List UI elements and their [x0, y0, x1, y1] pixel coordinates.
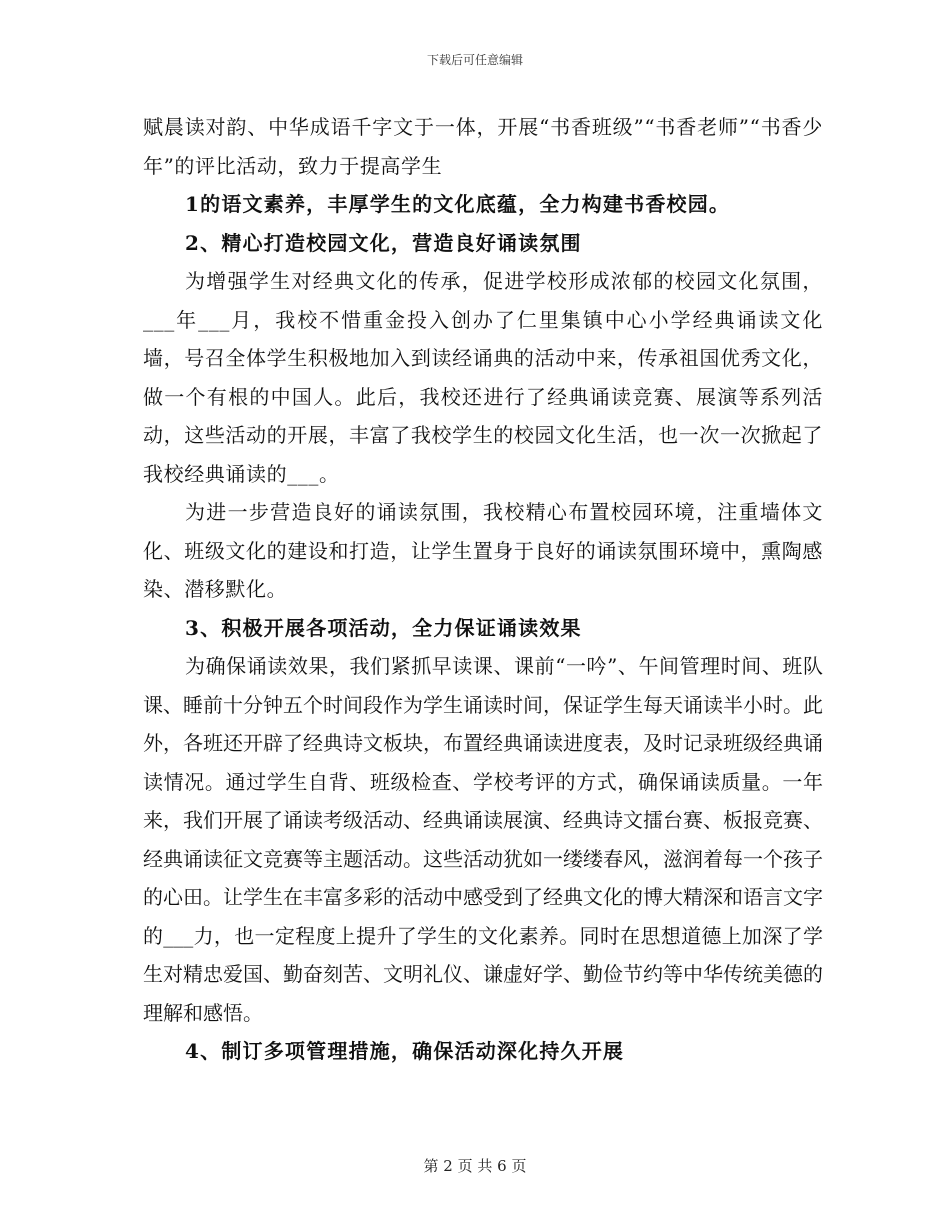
paragraph-continued: 赋晨读对韵、中华成语千字文于一体，开展“书香班级”“书香老师”“书香少年”的评比活动，致力于提高学生	[143, 115, 823, 178]
section-heading-2: 2、精心打造校园文化，营造良好诵读氛围	[185, 230, 582, 255]
page-number: 第 2 页 共 6 页	[423, 1157, 527, 1175]
page-header: 下载后可任意编辑	[426, 53, 523, 67]
section-heading-4: 4、制订多项管理措施，确保活动深化持久开展	[185, 1039, 625, 1063]
paragraph-language-literacy: 1的语文素养，丰厚学生的文化底蕴，全力构建书香校园。	[185, 192, 731, 216]
document-body	[143, 108, 823, 1071]
paragraph-reading-activities: 为确保诵读效果，我们紧抓早读课、课前“一吟”、午间管理时间、班队课、睡前十分钟五个时间段作为学生诵读时间，保证学生每天诵读半小时。此外，各班还开辟了经典诗文板块，布置经典诵读进度表，及时记录班级经典诵读情况。通过学生自背、班级检查、学校考评的方式，确保诵读质量。一年来，我们开展了诵读考级活动、经典诵读展演、经典诗文擂台赛、板报竞赛、经典诵读征文竞赛等主题活动。这些活动犹如一缕缕春风，滋润着每一个孩子的心田。让学生在丰富多彩的活动中感受到了经典文化的博大精深和语言文字的___力，也一定程度上提升了学生的文化素养。同时在思想道德上加深了学生对精忠爱国、勤奋刻苦、文明礼仪、谦虚好学、勤俭节约等中华传统美德的理解和感悟。	[143, 654, 823, 1025]
paragraph-culture-wall: 为增强学生对经典文化的传承，促进学校形成浓郁的校园文化氛围，___年___月，我校不惜重金投入创办了仁里集镇中心小学经典诵读文化墙，号召全体学生积极地加入到读经诵典的活动中来，传承祖国优秀文化，做一个有根的中国人。此后，我校还进行了经典诵读竞赛、展演等系列活动，这些活动的开展，丰富了我校学生的校园文化生活，也一次一次掀起了我校经典诵读的___。	[143, 269, 823, 486]
section-heading-3: 3、积极开展各项活动，全力保证诵读效果	[185, 615, 582, 640]
paragraph-campus-atmosphere: 为进一步营造良好的诵读氛围，我校精心布置校园环境，注重墙体文化、班级文化的建设和打造，让学生置身于良好的诵读氛围环境中，熏陶感染、潜移默化。	[143, 500, 823, 601]
